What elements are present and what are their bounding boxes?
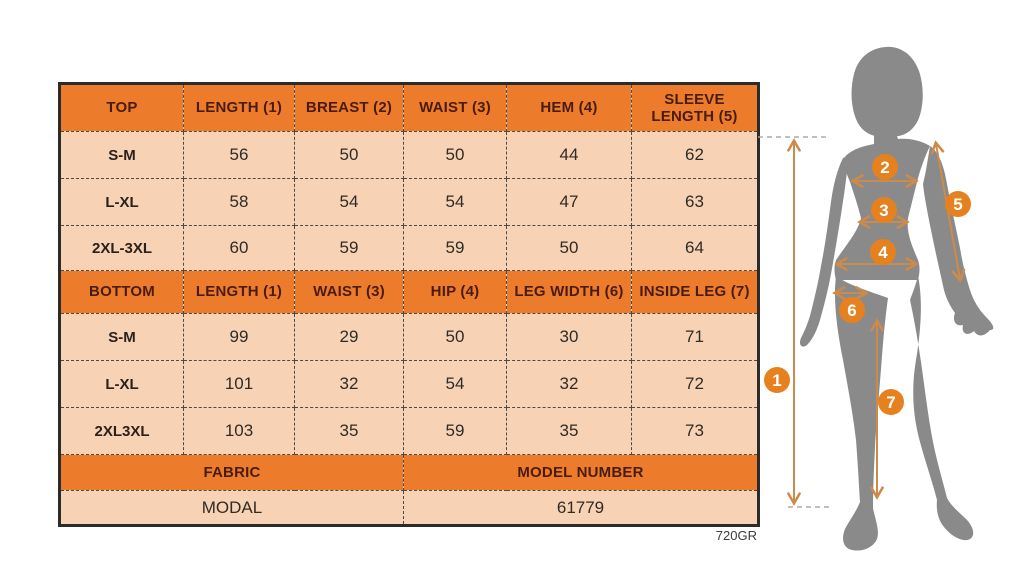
top-header-row <box>60 84 759 132</box>
cell: 59 <box>295 226 404 271</box>
col-header-top: TOP <box>60 84 184 132</box>
cell: 63 <box>632 179 759 226</box>
marker-4 <box>870 239 896 265</box>
col-header-breast-2: BREAST (2) <box>295 84 404 132</box>
fabric-value: MODAL <box>60 491 404 526</box>
bottom-header-row <box>60 271 759 314</box>
cell: 60 <box>184 226 295 271</box>
cell: 50 <box>507 226 632 271</box>
weight-label: 720GR <box>715 528 757 543</box>
fabric-model-value-row <box>60 491 759 526</box>
cell: 50 <box>404 314 507 361</box>
col-header-leg-width-6: LEG WIDTH (6) <box>507 271 632 314</box>
marker-3 <box>871 197 897 223</box>
bottom-row-2xl3xl <box>60 408 759 455</box>
fabric-header: FABRIC <box>60 455 404 491</box>
cell: 32 <box>295 361 404 408</box>
model-number-header: MODEL NUMBER <box>404 455 759 491</box>
svg-text:1: 1 <box>772 371 782 390</box>
size-label: L-XL <box>60 179 184 226</box>
svg-text:2: 2 <box>880 158 890 177</box>
cell: 30 <box>507 314 632 361</box>
cell: 35 <box>295 408 404 455</box>
marker-2 <box>872 154 898 180</box>
col-header-hip-4: HIP (4) <box>404 271 507 314</box>
size-label: 2XL3XL <box>60 408 184 455</box>
cell: 29 <box>295 314 404 361</box>
cell: 62 <box>632 132 759 179</box>
col-header-length-1: LENGTH (1) <box>184 84 295 132</box>
col-header-inside-leg-7: INSIDE LEG (7) <box>632 271 759 314</box>
marker-5 <box>945 191 971 217</box>
cell: 59 <box>404 408 507 455</box>
top-row-l-xl <box>60 179 759 226</box>
cell: 58 <box>184 179 295 226</box>
cell: 54 <box>404 179 507 226</box>
top-row-2xl-3xl <box>60 226 759 271</box>
col-header-sleeve-length-5: SLEEVE LENGTH (5) <box>632 84 759 132</box>
measurement-figure <box>745 28 1024 573</box>
body-silhouette <box>800 47 993 551</box>
cell: 35 <box>507 408 632 455</box>
cell: 71 <box>632 314 759 361</box>
col-header-bottom: BOTTOM <box>60 271 184 314</box>
cell: 44 <box>507 132 632 179</box>
cell: 103 <box>184 408 295 455</box>
col-header-waist-3: WAIST (3) <box>295 271 404 314</box>
cell: 32 <box>507 361 632 408</box>
cell: 54 <box>404 361 507 408</box>
cell: 50 <box>295 132 404 179</box>
cell: 101 <box>184 361 295 408</box>
size-chart-table <box>58 82 760 527</box>
size-label: S-M <box>60 314 184 361</box>
marker-6 <box>839 297 865 323</box>
svg-text:3: 3 <box>879 201 889 220</box>
cell: 47 <box>507 179 632 226</box>
cell: 54 <box>295 179 404 226</box>
cell: 56 <box>184 132 295 179</box>
size-label: 2XL-3XL <box>60 226 184 271</box>
col-header-length-1: LENGTH (1) <box>184 271 295 314</box>
cell: 99 <box>184 314 295 361</box>
cell: 50 <box>404 132 507 179</box>
col-header-hem-4: HEM (4) <box>507 84 632 132</box>
bottom-row-s-m <box>60 314 759 361</box>
fabric-model-header-row <box>60 455 759 491</box>
cell: 72 <box>632 361 759 408</box>
silhouette-head <box>852 47 923 136</box>
svg-text:6: 6 <box>847 301 857 320</box>
size-label: L-XL <box>60 361 184 408</box>
cell: 73 <box>632 408 759 455</box>
model-number-value: 61779 <box>404 491 759 526</box>
silhouette-right-arm <box>923 146 993 335</box>
marker-7 <box>878 389 904 415</box>
svg-text:4: 4 <box>878 243 888 262</box>
bottom-row-l-xl <box>60 361 759 408</box>
marker-1 <box>764 367 790 393</box>
size-label: S-M <box>60 132 184 179</box>
cell: 64 <box>632 226 759 271</box>
top-row-s-m <box>60 132 759 179</box>
cell: 59 <box>404 226 507 271</box>
svg-text:5: 5 <box>953 195 963 214</box>
svg-text:7: 7 <box>886 393 896 412</box>
col-header-waist-3: WAIST (3) <box>404 84 507 132</box>
